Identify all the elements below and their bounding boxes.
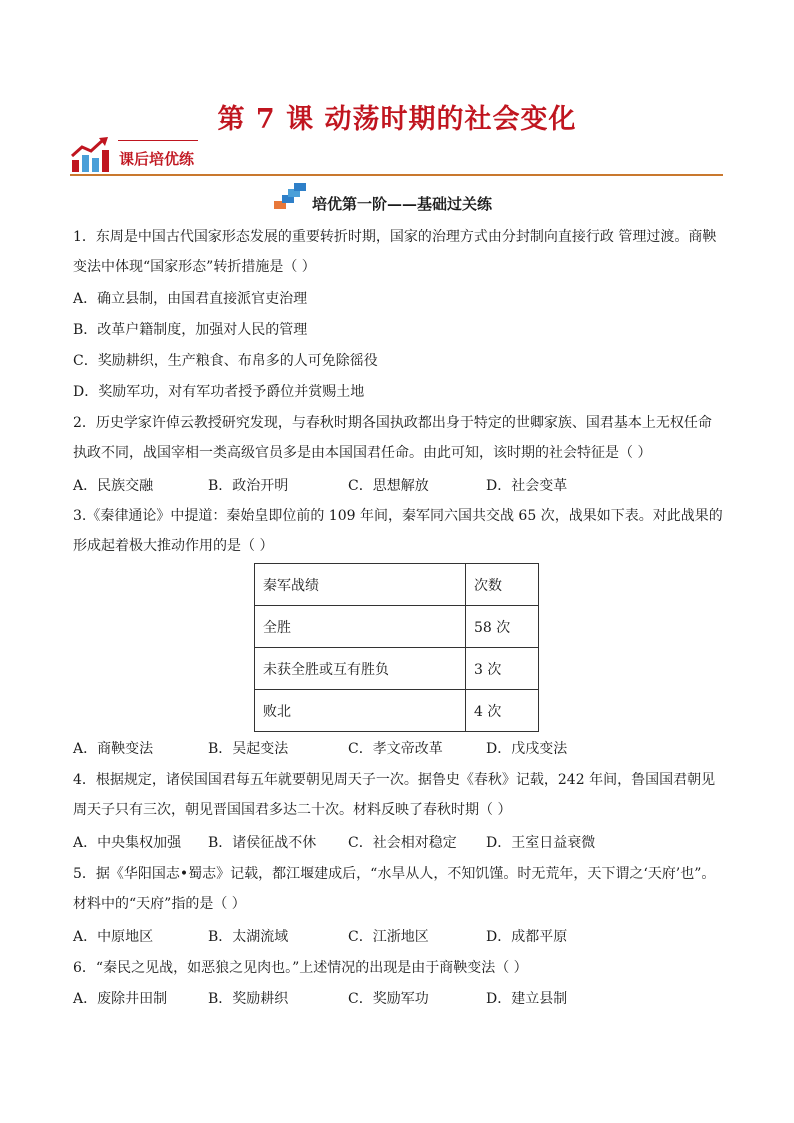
question-6-stem: 6．“秦民之见战，如恶狼之见肉也。”上述情况的出现是由于商鞅变法（ ） (73, 960, 528, 976)
question-4-option-c: C．社会相对稳定 (348, 835, 457, 851)
question-1-stem: 1．东周是中国古代国家形态发展的重要转折时期，国家的治理方式由分封制向直接行政 管理过渡。商鞅变法中体现“国家形态”转折措施是（ ） (73, 229, 717, 275)
question-4-option-d: D．王室日益衰微 (486, 835, 596, 851)
question-3-option-a: A．商鞅变法 (73, 741, 154, 757)
question-5-option-a: A．中原地区 (73, 929, 154, 945)
battle-results-table (254, 563, 539, 732)
question-6-option-c: C．奖励军功 (348, 991, 429, 1007)
question-2-option-b: B．政治开明 (208, 478, 289, 494)
question-5-option-d: D．成都平原 (486, 929, 568, 945)
question-6-option-d: D．建立县制 (486, 991, 568, 1007)
stairs-icon (274, 183, 306, 209)
table-cell: 58 次 (466, 606, 539, 648)
question-6-option-b: B．奖励耕织 (208, 991, 289, 1007)
subsection-title: 培优第一阶——基础过关练 (312, 195, 493, 213)
question-4-option-a: A．中央集权加强 (73, 835, 182, 851)
table-cell: 全胜 (255, 606, 466, 648)
question-4-stem: 4．根据规定，诸侯国国君每五年就要朝见周天子一次。据鲁史《春秋》记载，242 年间，鲁国国君朝见周天子只有三次，朝见晋国国君多达二十次。材料反映了春秋时期（ ） (73, 772, 716, 818)
chart-arrow-icon (70, 136, 110, 174)
table-cell: 败北 (255, 690, 466, 732)
question-3-option-d: D．戊戌变法 (486, 741, 568, 757)
section-top-rule (118, 140, 198, 141)
table-cell: 4 次 (466, 690, 539, 732)
question-5-stem: 5．据《华阳国志•蜀志》记载，都江堰建成后，“水旱从人，不知饥馑。时无荒年，天下谓之‘天府’也”。材料中的“天府”指的是（ ） (73, 866, 716, 912)
section-label: 课后培优练 (119, 150, 195, 168)
question-6-option-a: A．废除井田制 (73, 991, 168, 1007)
table-header-cell: 秦军战绩 (255, 564, 466, 606)
question-1-option-c: C．奖励耕织，生产粮食、布帛多的人可免除徭役 (73, 353, 378, 369)
question-2-option-c: C．思想解放 (348, 478, 429, 494)
page-title: 第 7 课 动荡时期的社会变化 (217, 104, 577, 135)
question-4-option-b: B．诸侯征战不休 (208, 835, 317, 851)
question-3-stem: 3.《秦律通论》中提道：秦始皇即位前的 109 年间，秦军同六国共交战 65 次，战果如下表。对此战果的形成起着极大推动作用的是（ ） (73, 508, 723, 554)
question-1-option-a: A．确立县制，由国君直接派官吏治理 (73, 291, 308, 307)
table-cell: 未获全胜或互有胜负 (255, 648, 466, 690)
question-2-stem: 2．历史学家许倬云教授研究发现，与春秋时期各国执政都出身于特定的世卿家族、国君基本上无权任命执政不同，战国宰相一类高级官员多是由本国国君任命。由此可知，该时期的社会特征是（ ） (73, 415, 712, 461)
table-header-row (255, 564, 539, 606)
question-3-option-b: B．吴起变法 (208, 741, 289, 757)
question-2-option-d: D．社会变革 (486, 478, 568, 494)
table-row (255, 606, 539, 648)
question-1-option-d: D．奖励军功，对有军功者授予爵位并赏赐土地 (73, 384, 365, 400)
table-row (255, 690, 539, 732)
question-5-option-b: B．太湖流域 (208, 929, 289, 945)
question-1-option-b: B．改革户籍制度，加强对人民的管理 (73, 322, 308, 338)
section-divider (70, 174, 723, 176)
table-header-cell: 次数 (466, 564, 539, 606)
question-5-option-c: C．江浙地区 (348, 929, 429, 945)
question-3-option-c: C．孝文帝改革 (348, 741, 443, 757)
table-row (255, 648, 539, 690)
question-2-option-a: A．民族交融 (73, 478, 154, 494)
table-cell: 3 次 (466, 648, 539, 690)
